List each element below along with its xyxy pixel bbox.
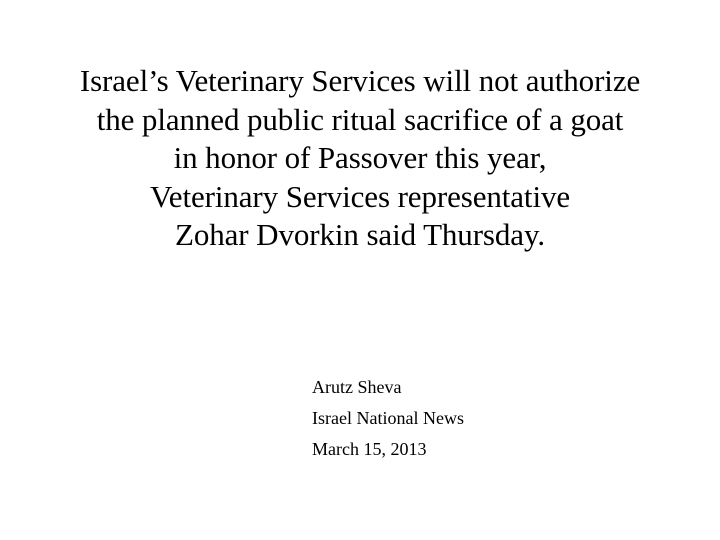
quote-line-3: in honor of Passover this year, — [173, 140, 547, 175]
quote-line-1: Israel’s Veterinary Services will not authorize — [79, 63, 641, 98]
source-publisher: Arutz Sheva — [312, 377, 402, 397]
source-date: March 15, 2013 — [312, 439, 427, 459]
quote-line-2: the planned public ritual sacrifice of a goat — [96, 101, 624, 137]
quote-line-5: Zohar Dvorkin said Thursday. — [175, 217, 545, 252]
source-citation — [312, 372, 612, 465]
quote-line-4: Veterinary Services representative — [149, 178, 571, 214]
quote-text — [20, 62, 700, 255]
source-outlet: Israel National News — [312, 408, 464, 428]
